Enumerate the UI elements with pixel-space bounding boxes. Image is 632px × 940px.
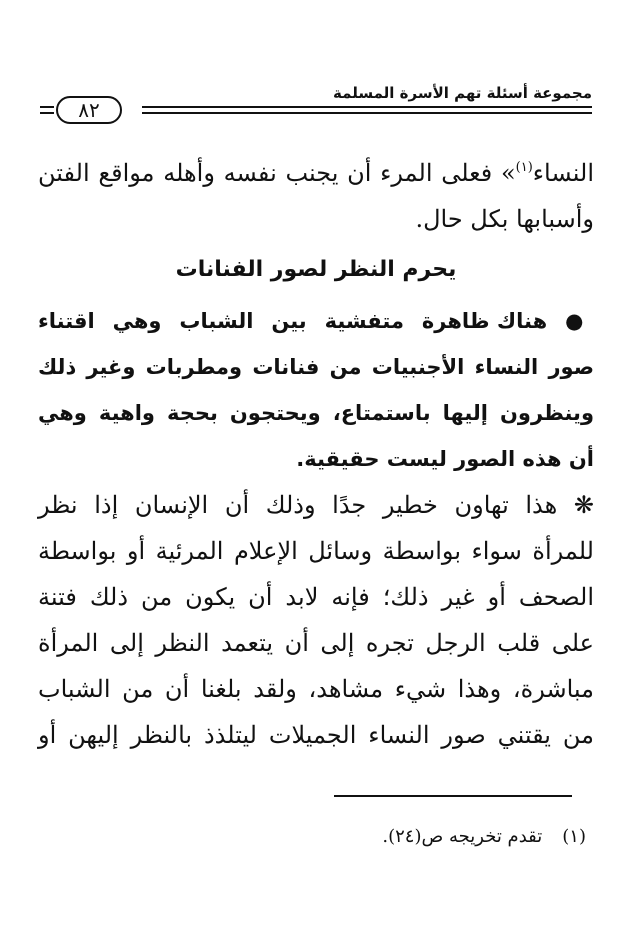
- body-line: من يقتني صور النساء الجميلات ليتلذذ بالنظر إليهن أو: [38, 721, 594, 749]
- body-line: [38, 150, 594, 196]
- text-fragment: هناك ظاهرة متفشية بين الشباب وهي اقتناء: [38, 309, 548, 333]
- footnote-marker: (١): [515, 160, 533, 175]
- book-title: مجموعة أسئلة تهم الأسرة المسلمة: [333, 84, 592, 102]
- body-line: مباشرة، وهذا شيء مشاهد، ولقد بلغنا أن من الشباب: [38, 675, 594, 703]
- body-line: وأسبابها بكل حال.: [415, 205, 594, 233]
- body-line: ❋ هذا تهاون خطير جدًا وذلك أن الإنسان إذا نظر: [38, 491, 594, 519]
- section-heading: يحرم النظر لصور الفنانات: [175, 257, 457, 282]
- bullet-icon: ●: [565, 309, 595, 333]
- page-body: [38, 150, 594, 758]
- body-line: [38, 298, 594, 344]
- body-line: على قلب الرجل تجره إلى أن يتعمد النظر إلى المرأة: [38, 629, 594, 657]
- body-line: صور النساء الأجنبيات من فنانات ومطربات وغير ذلك: [38, 355, 594, 379]
- header-rule-top: [142, 106, 592, 108]
- body-line: وينظرون إليها باستمتاع، ويحتجون بحجة واهية وهي: [38, 401, 594, 425]
- header-rule-left-top: [40, 106, 54, 108]
- body-line: للمرأة سواء بواسطة وسائل الإعلام المرئية أو بواسطة: [38, 537, 594, 565]
- footnote-divider: [334, 795, 572, 797]
- body-line: أن هذه الصور ليست حقيقية.: [296, 447, 594, 471]
- footnote-number: (١): [562, 826, 586, 847]
- text-fragment: النساء: [532, 159, 594, 187]
- footnote: [382, 826, 586, 847]
- text-fragment: » فعلى المرء أن يجنب نفسه وأهله مواقع الفتن: [38, 159, 516, 187]
- header-rule-bottom: [142, 112, 592, 114]
- header-rule-left-bottom: [40, 112, 54, 114]
- footnote-text: تقدم تخريجه ص(٢٤).: [382, 826, 543, 847]
- body-line: الصحف أو غير ذلك؛ فإنه لابد أن يكون من ذلك فتنة: [38, 583, 594, 611]
- page-header: [40, 82, 592, 128]
- page-number: ٨٢: [56, 96, 122, 124]
